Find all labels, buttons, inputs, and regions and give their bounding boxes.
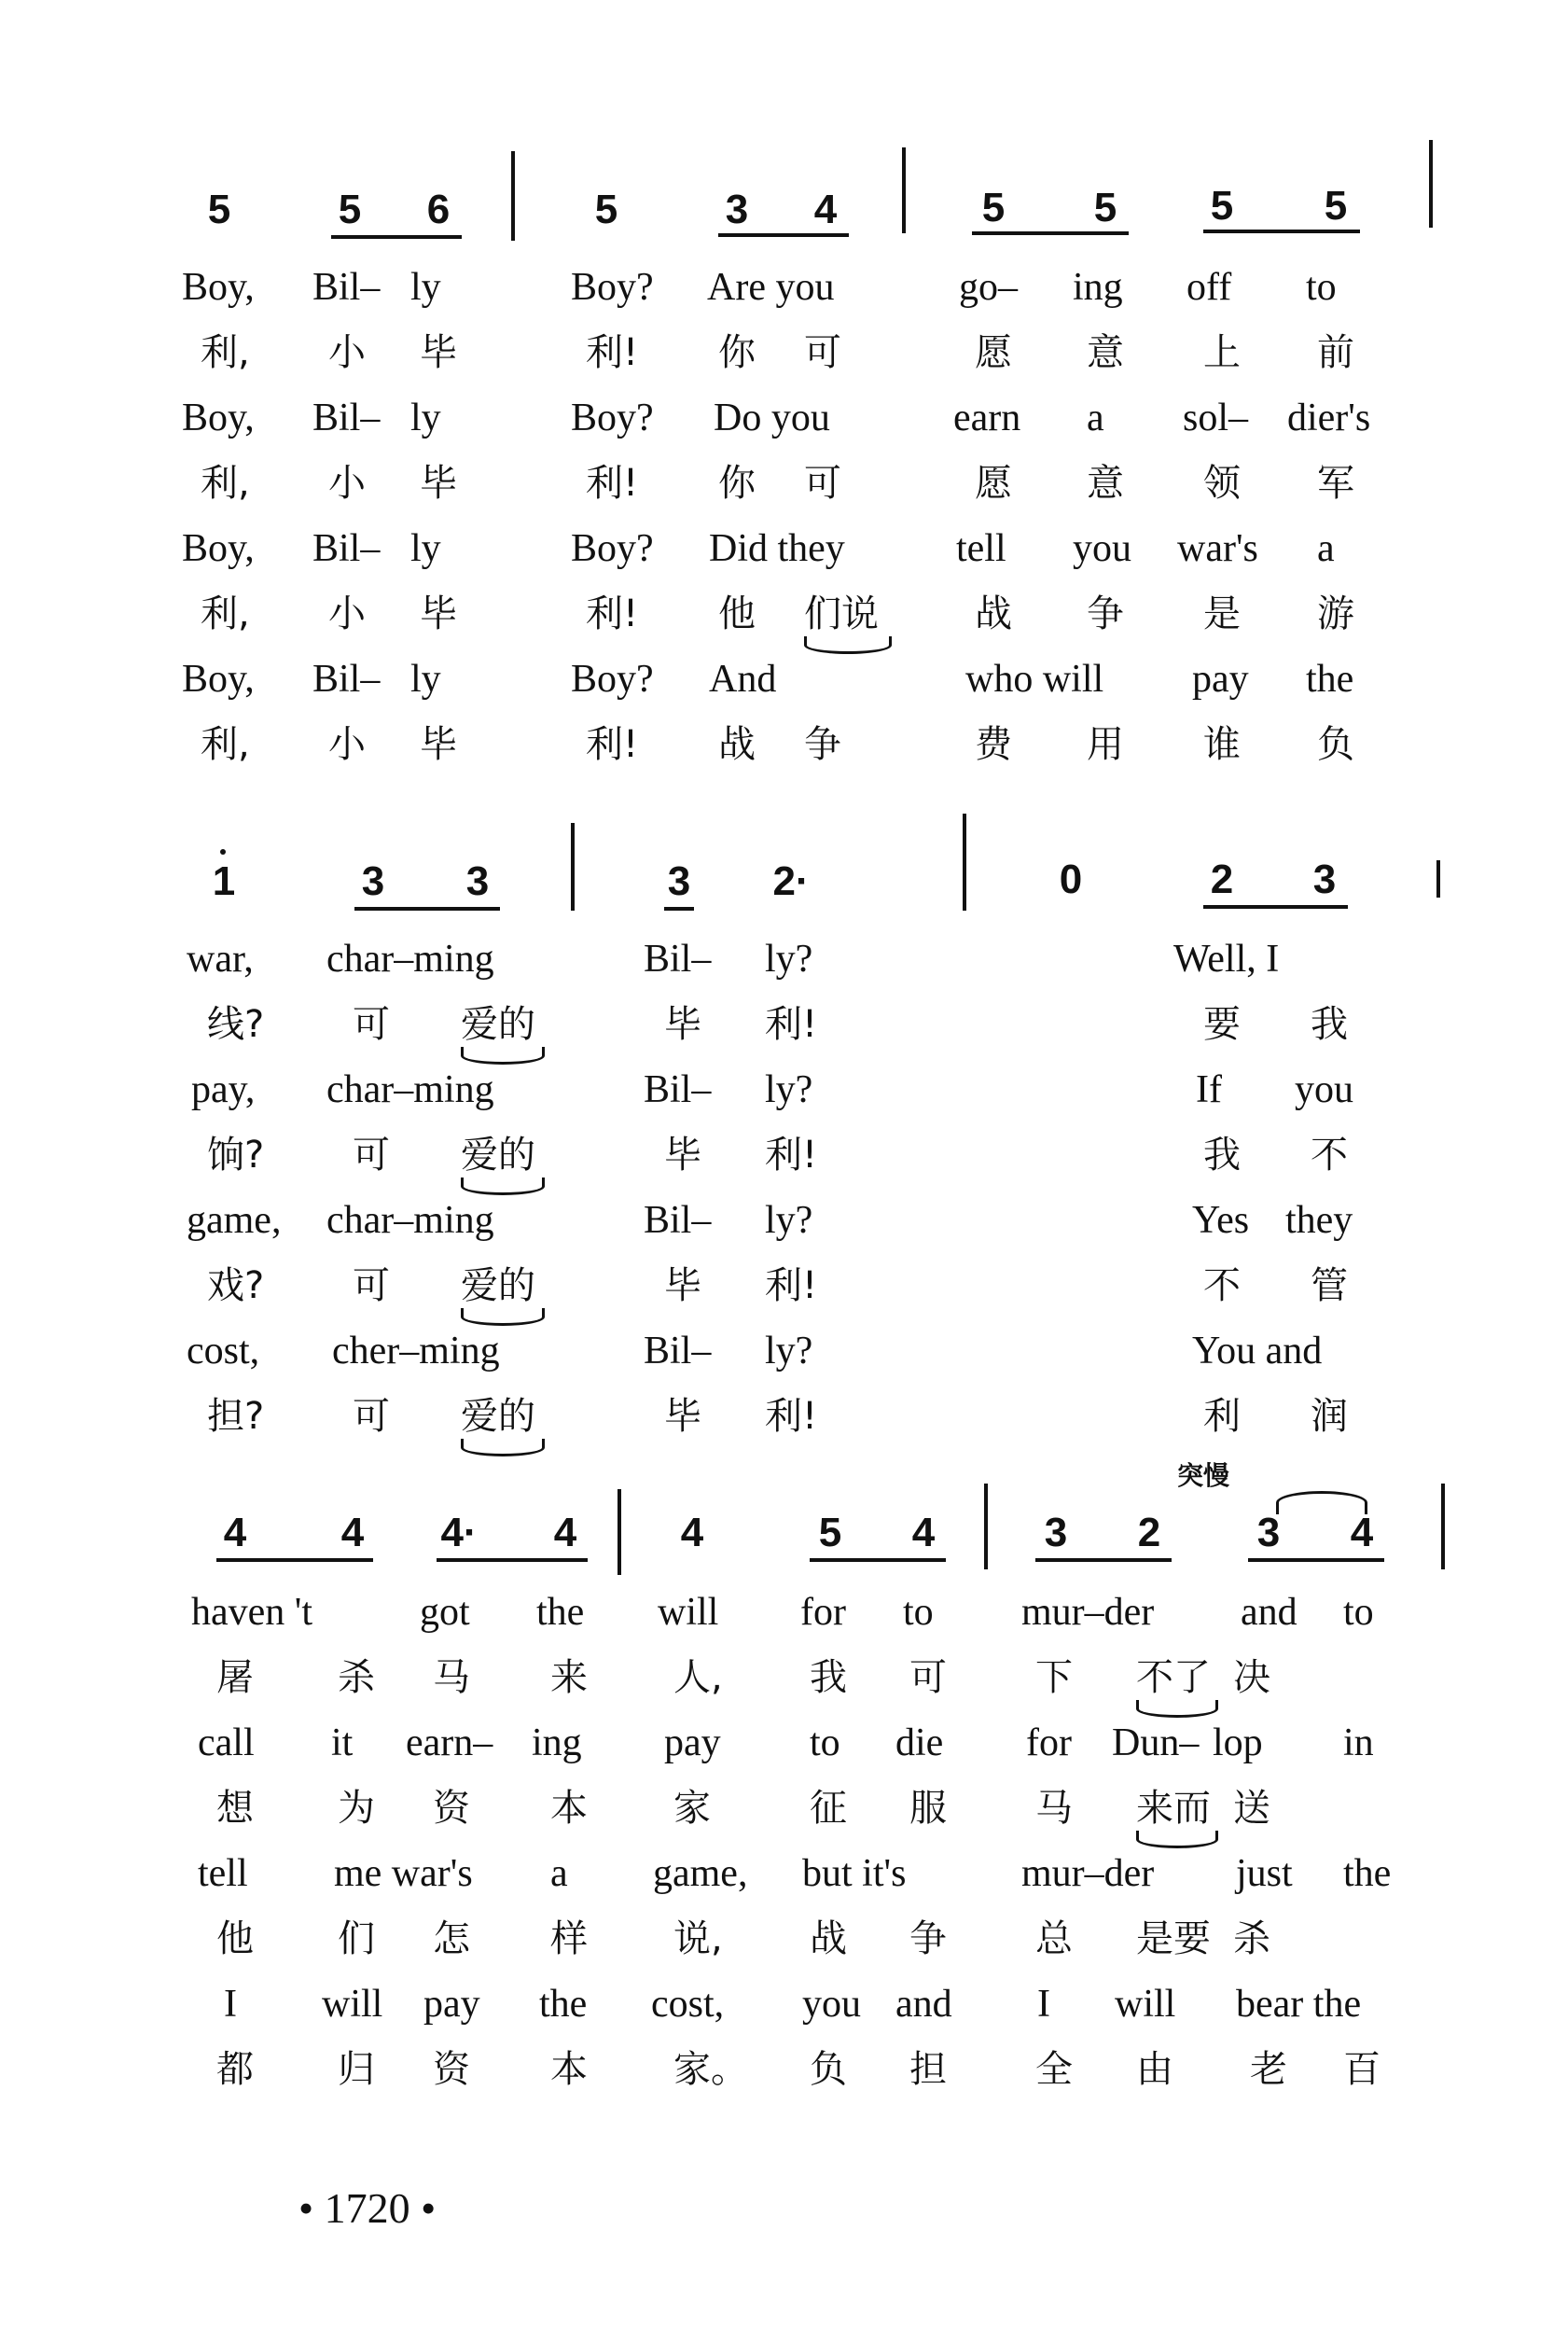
lyric-word: I — [1037, 1983, 1050, 2026]
lyric-char: 们 — [338, 1917, 375, 1960]
lyric-line-zh-4 — [0, 718, 1568, 784]
note: 4 — [553, 1510, 577, 1555]
lyric-word: You and — [1192, 1330, 1323, 1373]
lyric-char: 前 — [1317, 331, 1354, 374]
note: 3 — [1044, 1510, 1068, 1555]
lyric-word: cost, — [187, 1330, 260, 1373]
lyric-char: 战 — [810, 1917, 847, 1960]
lyric-word: call — [198, 1721, 255, 1764]
lyric-word: tell — [956, 527, 1006, 570]
lyric-char: 战 — [975, 592, 1012, 635]
slur — [461, 1308, 545, 1326]
slur — [804, 636, 892, 654]
lyric-char: 毕 — [420, 592, 457, 635]
lyric-word: haven 't — [191, 1591, 313, 1634]
lyric-char: 利, — [201, 723, 250, 766]
lyric-word: war, — [187, 938, 254, 981]
lyric-char: 利! — [765, 1134, 818, 1177]
lyric-char: 战 — [718, 723, 756, 766]
note: 3 — [1312, 857, 1337, 902]
lyric-word: me war's — [334, 1852, 473, 1895]
lyric-char: 线? — [207, 1003, 265, 1046]
lyric-char: 利, — [201, 592, 250, 635]
slur — [461, 1177, 545, 1195]
lyric-word: Do you — [714, 397, 830, 439]
note: 5 — [338, 187, 362, 232]
lyric-word: it — [331, 1721, 354, 1764]
lyric-char: 小 — [328, 723, 366, 766]
lyric-line-en-3 — [0, 523, 1568, 588]
lyric-char: 毕 — [420, 331, 457, 374]
note: 5 — [1324, 183, 1348, 229]
beam — [664, 907, 694, 911]
lyric-line-en-4 — [0, 653, 1568, 718]
lyric-word: you — [1073, 527, 1131, 570]
lyric-word: and — [1241, 1591, 1297, 1634]
lyric-char: 军 — [1317, 462, 1354, 505]
lyric-word: Boy? — [571, 397, 654, 439]
note: 4 — [223, 1510, 247, 1555]
lyric-line-zh-1 — [0, 327, 1568, 392]
note: 2· — [772, 858, 810, 904]
lyric-line-en-2 — [0, 1064, 1568, 1129]
lyric-line-en-3 — [0, 1847, 1568, 1913]
lyric-char: 样 — [550, 1917, 588, 1960]
lyric-word: you — [802, 1983, 861, 2026]
lyric-char: 意 — [1087, 331, 1124, 374]
lyric-line-zh-2 — [0, 457, 1568, 523]
lyric-word: a — [1087, 397, 1104, 439]
lyric-char: 送 — [1233, 1787, 1270, 1830]
lyric-char: 利! — [586, 723, 639, 766]
lyric-line-en-2 — [0, 392, 1568, 457]
lyric-char: 争 — [1087, 592, 1124, 635]
lyric-line-zh-3 — [0, 1913, 1568, 1978]
barline — [1429, 140, 1433, 228]
lyric-char: 总 — [1035, 1917, 1073, 1960]
lyric-word: ly? — [765, 1330, 813, 1373]
lyric-char: 利! — [586, 331, 639, 374]
lyric-word: ly — [410, 527, 441, 570]
lyric-word: die — [895, 1721, 944, 1764]
lyric-line-zh-2 — [0, 1129, 1568, 1194]
lyric-word: the — [539, 1983, 588, 2026]
lyric-char: 由 — [1136, 2048, 1173, 2091]
lyric-char: 我 — [1311, 1003, 1348, 1046]
lyric-word: Bil– — [312, 397, 381, 439]
lyric-char: 不 — [1203, 1264, 1241, 1307]
page-number: • 1720 • — [298, 2184, 437, 2232]
lyric-char: 老 — [1250, 2048, 1287, 2091]
slur — [461, 1047, 545, 1065]
beam — [972, 231, 1129, 235]
lyric-word: but it's — [802, 1852, 907, 1895]
lyric-word: char–ming — [326, 1199, 494, 1242]
lyric-char: 可 — [804, 331, 841, 374]
lyric-char: 谁 — [1203, 723, 1241, 766]
lyric-char: 爱的 — [461, 1134, 535, 1177]
lyric-char: 想 — [216, 1787, 254, 1830]
lyric-word: Boy, — [182, 397, 255, 439]
lyric-word: sol– — [1183, 397, 1249, 439]
lyric-char: 爱的 — [461, 1003, 535, 1046]
lyric-char: 负 — [1317, 723, 1354, 766]
lyric-word: Are you — [707, 266, 835, 309]
lyric-word: to — [903, 1591, 934, 1634]
barline — [617, 1489, 621, 1575]
lyric-word: Bil– — [312, 658, 381, 701]
lyric-char: 是要 — [1136, 1917, 1211, 1960]
lyric-word: ing — [1073, 266, 1123, 309]
lyric-char: 润 — [1311, 1395, 1348, 1438]
lyric-char: 资 — [433, 1787, 470, 1830]
lyric-word: off — [1186, 266, 1232, 309]
lyric-char: 马 — [433, 1656, 470, 1699]
lyric-char: 毕 — [420, 462, 457, 505]
lyric-word: mur–der — [1021, 1591, 1155, 1634]
lyric-char: 都 — [216, 2048, 254, 2091]
beam — [354, 907, 500, 911]
lyric-word: ly — [410, 658, 441, 701]
lyric-char: 毕 — [664, 1134, 701, 1177]
lyric-word: game, — [187, 1199, 282, 1242]
barline — [984, 1484, 988, 1569]
lyric-char: 他 — [216, 1917, 254, 1960]
lyric-word: Bil– — [644, 1199, 712, 1242]
beam — [331, 235, 462, 239]
lyric-char: 屠 — [216, 1656, 254, 1699]
lyric-word: who will — [965, 658, 1104, 701]
lyric-char: 服 — [909, 1787, 947, 1830]
lyric-char: 归 — [338, 2048, 375, 2091]
lyric-char: 利! — [765, 1395, 818, 1438]
lyric-char: 他 — [718, 592, 756, 635]
lyric-char: 可 — [804, 462, 841, 505]
lyric-word: Bil– — [644, 1068, 712, 1111]
lyric-word: ly? — [765, 1199, 813, 1242]
lyric-word: Bil– — [644, 938, 712, 981]
note: 2 — [1137, 1510, 1161, 1555]
lyric-char: 杀 — [1233, 1917, 1270, 1960]
lyric-word: Boy, — [182, 266, 255, 309]
slur — [1136, 1700, 1218, 1718]
lyric-char: 征 — [810, 1787, 847, 1830]
lyric-word: go– — [959, 266, 1018, 309]
lyric-char: 百 — [1343, 2048, 1381, 2091]
barline — [1441, 1484, 1445, 1569]
beam — [216, 1558, 373, 1562]
lyric-word: And — [709, 658, 777, 701]
lyric-char: 来 — [550, 1656, 588, 1699]
lyric-char: 担 — [909, 2048, 947, 2091]
beam — [1203, 230, 1360, 233]
lyric-word: the — [1306, 658, 1354, 701]
note: 4 — [813, 187, 838, 232]
note: 5 — [1210, 183, 1234, 229]
lyric-word: to — [1306, 266, 1337, 309]
lyric-word: Boy, — [182, 527, 255, 570]
lyric-char: 我 — [1203, 1134, 1241, 1177]
lyric-char: 上 — [1203, 331, 1241, 374]
lyric-word: pay — [664, 1721, 721, 1764]
beam — [810, 1558, 946, 1562]
note: 5 — [818, 1510, 842, 1555]
lyric-char: 饷? — [207, 1134, 265, 1177]
lyric-char: 小 — [328, 331, 366, 374]
lyric-word: game, — [653, 1852, 748, 1895]
lyric-word: Boy? — [571, 266, 654, 309]
lyric-char: 用 — [1087, 723, 1124, 766]
note: 4 — [340, 1510, 365, 1555]
lyric-word: they — [1285, 1199, 1353, 1242]
beam — [1035, 1558, 1172, 1562]
octave-dot — [220, 849, 226, 855]
notation-row — [0, 131, 1568, 243]
lyric-char: 游 — [1317, 592, 1354, 635]
lyric-line-en-1 — [0, 933, 1568, 998]
lyric-word: earn– — [406, 1721, 493, 1764]
lyric-word: I — [224, 1983, 237, 2026]
note: 1 — [212, 858, 236, 904]
lyric-char: 我 — [810, 1656, 847, 1699]
note: 4 — [1350, 1510, 1374, 1555]
barline — [1436, 860, 1440, 898]
lyric-char: 你 — [718, 331, 756, 374]
lyric-word: tell — [198, 1852, 248, 1895]
barline — [902, 147, 906, 233]
lyric-word: If — [1196, 1068, 1222, 1111]
lyric-word: earn — [953, 397, 1021, 439]
note: 5 — [207, 187, 231, 232]
lyric-line-zh-1 — [0, 998, 1568, 1064]
lyric-word: ly — [410, 397, 441, 439]
lyric-word: lop — [1213, 1721, 1263, 1764]
lyric-line-zh-2 — [0, 1782, 1568, 1847]
note: 3 — [1256, 1510, 1281, 1555]
lyric-word: will — [1115, 1983, 1176, 2026]
beam — [437, 1558, 588, 1562]
lyric-char: 不 — [1311, 1134, 1348, 1177]
lyric-char: 担? — [207, 1395, 265, 1438]
lyric-char: 要 — [1203, 1003, 1241, 1046]
lyric-char: 毕 — [420, 723, 457, 766]
lyric-line-en-1 — [0, 261, 1568, 327]
lyric-char: 小 — [328, 592, 366, 635]
lyric-char: 不了 — [1136, 1656, 1211, 1699]
note: 4 — [911, 1510, 936, 1555]
lyric-word: will — [322, 1983, 383, 2026]
note: 0 — [1059, 857, 1083, 902]
lyric-line-zh-3 — [0, 1260, 1568, 1325]
lyric-char: 领 — [1203, 462, 1241, 505]
note: 3 — [667, 858, 691, 904]
lyric-line-zh-4 — [0, 2043, 1568, 2109]
lyric-word: to — [810, 1721, 840, 1764]
lyric-char: 怎 — [433, 1917, 470, 1960]
lyric-char: 来而 — [1136, 1787, 1211, 1830]
lyric-char: 全 — [1035, 2048, 1073, 2091]
lyric-word: got — [420, 1591, 470, 1634]
lyric-char: 毕 — [664, 1003, 701, 1046]
lyric-word: for — [1026, 1721, 1072, 1764]
lyric-char: 毕 — [664, 1395, 701, 1438]
lyric-line-en-4 — [0, 1325, 1568, 1390]
lyric-char: 爱的 — [461, 1395, 535, 1438]
lyric-word: just — [1236, 1852, 1293, 1895]
lyric-char: 是 — [1203, 592, 1241, 635]
lyric-word: Boy, — [182, 658, 255, 701]
lyric-word: cher–ming — [332, 1330, 500, 1373]
lyric-char: 人, — [673, 1656, 723, 1699]
lyric-char: 管 — [1311, 1264, 1348, 1307]
lyric-char: 决 — [1233, 1656, 1270, 1699]
lyric-char: 愿 — [975, 331, 1012, 374]
lyric-char: 毕 — [664, 1264, 701, 1307]
lyric-char: 利! — [586, 462, 639, 505]
lyric-char: 利 — [1203, 1395, 1241, 1438]
barline — [963, 814, 966, 911]
lyric-char: 马 — [1035, 1787, 1073, 1830]
lyric-word: Well, I — [1173, 938, 1280, 981]
lyric-line-zh-1 — [0, 1651, 1568, 1717]
lyric-char: 本 — [550, 1787, 588, 1830]
lyric-char: 可 — [353, 1134, 390, 1177]
note: 4· — [440, 1510, 478, 1555]
lyric-word: Bil– — [312, 527, 381, 570]
lyric-word: and — [895, 1983, 952, 2026]
lyric-word: char–ming — [326, 938, 494, 981]
lyric-char: 可 — [353, 1395, 390, 1438]
lyric-word: in — [1343, 1721, 1374, 1764]
lyric-char: 说, — [673, 1917, 723, 1960]
lyric-line-zh-3 — [0, 588, 1568, 653]
lyric-char: 下 — [1035, 1656, 1073, 1699]
note: 5 — [594, 187, 618, 232]
note: 3 — [361, 858, 385, 904]
lyric-char: 争 — [909, 1917, 947, 1960]
lyric-char: 争 — [804, 723, 841, 766]
note: 5 — [981, 185, 1006, 230]
beam — [1248, 1558, 1384, 1562]
lyric-word: mur–der — [1021, 1852, 1155, 1895]
note: 6 — [426, 187, 451, 232]
lyric-char: 费 — [975, 723, 1012, 766]
lyric-line-zh-4 — [0, 1390, 1568, 1456]
lyric-word: to — [1343, 1591, 1374, 1634]
note: 4 — [680, 1510, 704, 1555]
lyric-word: ly — [410, 266, 441, 309]
slur — [1136, 1831, 1218, 1848]
lyric-word: ly? — [765, 938, 813, 981]
note: 3 — [725, 187, 749, 232]
lyric-char: 小 — [328, 462, 366, 505]
barline — [571, 823, 575, 911]
lyric-word: a — [1317, 527, 1335, 570]
lyric-char: 可 — [909, 1656, 947, 1699]
beam — [718, 233, 849, 237]
lyric-word: war's — [1177, 527, 1258, 570]
lyric-word: the — [1343, 1852, 1392, 1895]
lyric-line-en-1 — [0, 1586, 1568, 1651]
lyric-word: bear the — [1236, 1983, 1362, 2026]
lyric-word: char–ming — [326, 1068, 494, 1111]
lyric-char: 利, — [201, 331, 250, 374]
lyric-char: 戏? — [207, 1264, 265, 1307]
lyric-word: ing — [532, 1721, 582, 1764]
lyric-word: the — [536, 1591, 585, 1634]
lyric-char: 利, — [201, 462, 250, 505]
note: 5 — [1093, 185, 1117, 230]
lyric-char: 可 — [353, 1264, 390, 1307]
beam — [1203, 905, 1348, 909]
lyric-word: Boy? — [571, 658, 654, 701]
lyric-char: 杀 — [338, 1656, 375, 1699]
lyric-word: pay — [1192, 658, 1249, 701]
lyric-word: for — [800, 1591, 846, 1634]
notation-row — [0, 1456, 1568, 1568]
lyric-char: 利! — [765, 1003, 818, 1046]
lyric-word: Bil– — [644, 1330, 712, 1373]
lyric-char: 们说 — [804, 592, 879, 635]
lyric-word: ly? — [765, 1068, 813, 1111]
lyric-char: 爱的 — [461, 1264, 535, 1307]
lyric-char: 愿 — [975, 462, 1012, 505]
lyric-char: 意 — [1087, 462, 1124, 505]
lyric-word: will — [658, 1591, 719, 1634]
lyric-char: 本 — [550, 2048, 588, 2091]
lyric-word: Dun– — [1112, 1721, 1200, 1764]
lyric-char: 你 — [718, 462, 756, 505]
lyric-word: cost, — [651, 1983, 725, 2026]
lyric-line-en-2 — [0, 1717, 1568, 1782]
lyric-word: a — [550, 1852, 568, 1895]
lyric-word: pay, — [191, 1068, 256, 1111]
lyric-char: 利! — [586, 592, 639, 635]
note: 3 — [465, 858, 490, 904]
barline — [511, 151, 515, 241]
lyric-char: 利! — [765, 1264, 818, 1307]
lyric-word: pay — [423, 1983, 480, 2026]
lyric-word: Did they — [709, 527, 845, 570]
lyric-line-en-4 — [0, 1978, 1568, 2043]
lyric-line-en-3 — [0, 1194, 1568, 1260]
lyric-word: you — [1295, 1068, 1353, 1111]
slur — [461, 1439, 545, 1456]
lyric-char: 可 — [353, 1003, 390, 1046]
lyric-char: 家。 — [673, 2048, 748, 2091]
notation-row — [0, 802, 1568, 914]
lyric-word: Boy? — [571, 527, 654, 570]
lyric-char: 为 — [338, 1787, 375, 1830]
note: 2 — [1210, 857, 1234, 902]
lyric-word: dier's — [1287, 397, 1371, 439]
lyric-word: Yes — [1192, 1199, 1250, 1242]
lyric-char: 负 — [810, 2048, 847, 2091]
lyric-word: Bil– — [312, 266, 381, 309]
tempo-marking: 突慢 — [1177, 1460, 1230, 1491]
lyric-char: 资 — [433, 2048, 470, 2091]
lyric-char: 家 — [673, 1787, 711, 1830]
